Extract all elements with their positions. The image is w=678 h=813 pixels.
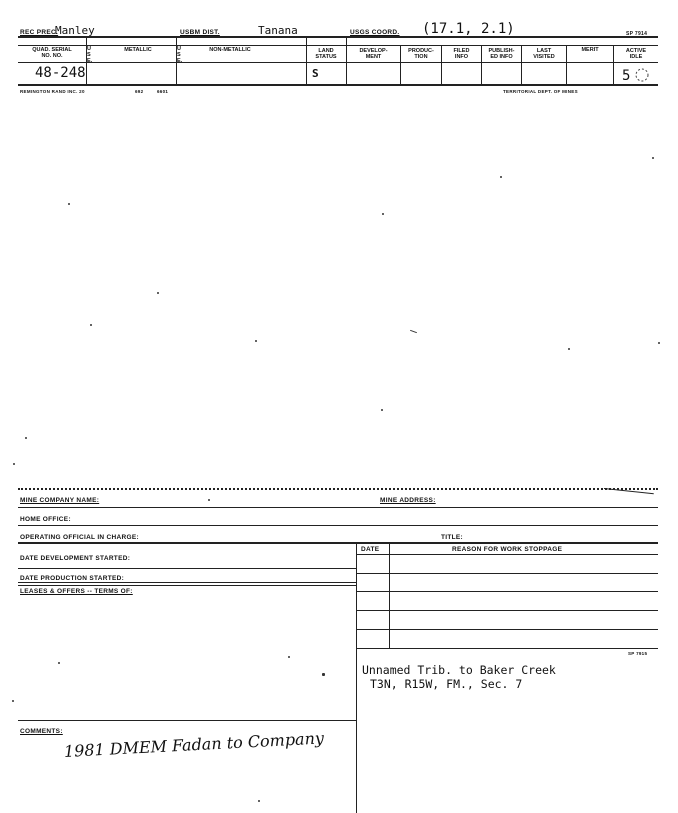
home-office-label: HOME OFFICE:	[20, 516, 71, 523]
form-number-top: SP 7914	[626, 31, 648, 37]
form-code-1: 692	[135, 89, 144, 94]
printer-imprint: REMINGTON RAND INC. 20	[20, 89, 85, 94]
date-production-label: DATE PRODUCTION STARTED:	[20, 575, 125, 582]
title-label: TITLE:	[441, 534, 464, 541]
metallic-header: METALLIC	[124, 47, 152, 53]
serial-number-value: 48-248	[35, 65, 86, 81]
form-code-2: 6601	[157, 89, 169, 94]
merit-header: MERIT	[581, 47, 599, 53]
comments-label: COMMENTS:	[20, 728, 63, 735]
nonmetallic-header: NON-METALLIC	[209, 47, 251, 53]
published-info-header: PUBLISH- ED INFO	[488, 48, 515, 60]
usgs-coord-value: (17.1, 2.1)	[422, 21, 515, 37]
use-header-2: U S E.	[177, 46, 183, 64]
comments-handwritten: 1981 DMEM Fadan to Company	[63, 728, 325, 761]
date-column-header: DATE	[361, 546, 380, 553]
usbm-dist-value: Tanana	[258, 24, 298, 37]
usbm-dist-label: USBM DIST.	[180, 29, 220, 36]
reason-column-header: REASON FOR WORK STOPPAGE	[452, 546, 563, 553]
location-line-2: T3N, R15W, FM., Sec. 7	[370, 677, 523, 691]
location-line-1: Unnamed Trib. to Baker Creek	[362, 663, 556, 677]
usgs-coord-label: USGS COORD.	[350, 29, 400, 36]
land-status-header: LAND STATUS	[315, 48, 337, 60]
last-visited-header: LAST VISITED	[533, 48, 555, 60]
filed-info-header: FILED INFO	[453, 48, 470, 60]
land-status-value: S	[312, 67, 319, 80]
develop-header: DEVELOP- MENT	[359, 48, 388, 60]
mine-company-label: MINE COMPANY NAME:	[20, 497, 100, 504]
production-header: PRODUC- TION	[408, 48, 434, 60]
leases-offers-label: LEASES & OFFERS -- TERMS OF:	[20, 588, 133, 595]
use-header-1: U S E.	[87, 46, 93, 64]
form-number-bottom: SP 7915	[628, 651, 648, 656]
rec-prec-value: Manley	[55, 24, 95, 37]
quad-serial-header: QUAD. SERIAL NO. NO.	[32, 47, 72, 59]
operating-official-label: OPERATING OFFICIAL IN CHARGE:	[20, 534, 139, 541]
active-idle-mark: 5	[622, 68, 631, 84]
rec-prec-label: REC PREC.	[20, 29, 59, 36]
active-idle-header: ACTIVE IDLE	[625, 48, 647, 60]
territorial-dept-imprint: TERRITORIAL DEPT. OF MINES	[503, 89, 578, 94]
mine-address-label: MINE ADDRESS:	[380, 497, 436, 504]
active-idle-scribble-icon	[632, 66, 654, 86]
date-development-label: DATE DEVELOPMENT STARTED:	[20, 555, 131, 562]
